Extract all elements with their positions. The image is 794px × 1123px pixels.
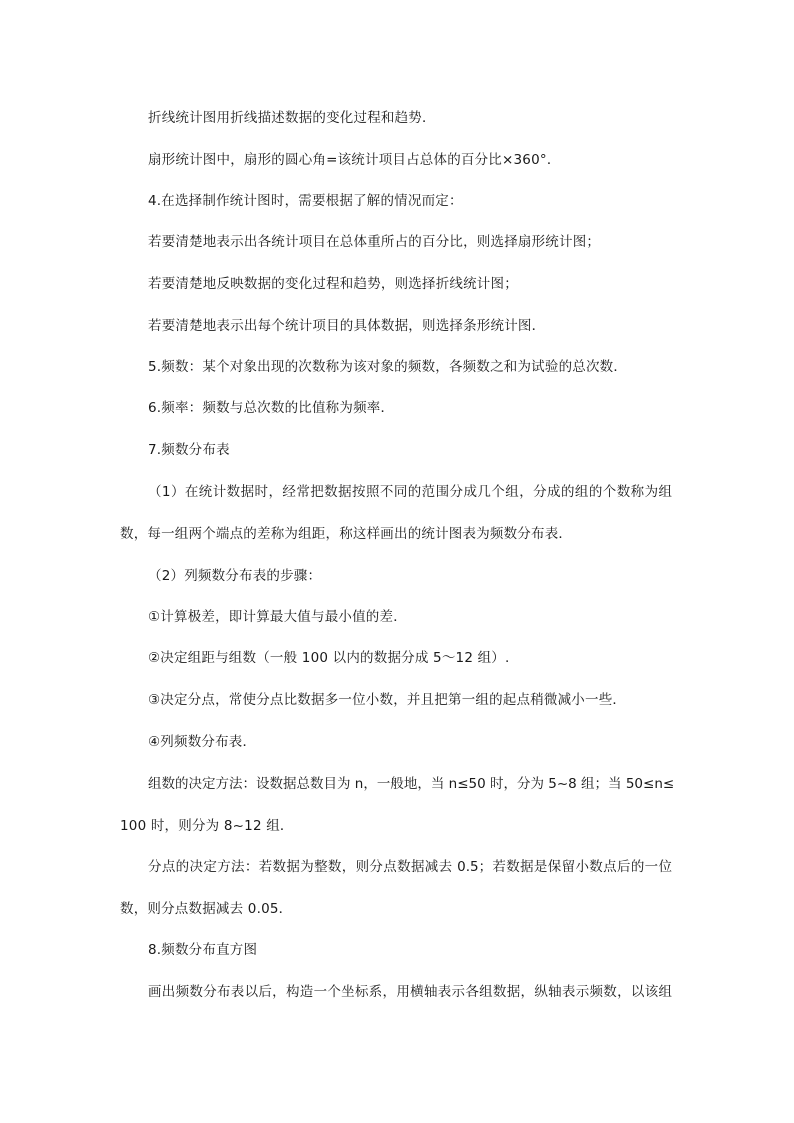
- group-count-method-line-2: 100 时，则分为 8~12 组．: [120, 818, 294, 834]
- split-point-method-line-1: 分点的决定方法：若数据为整数，则分点数据减去 0.5；若数据是保留小数点后的一位: [148, 859, 672, 875]
- section-7-heading: 7.频数分布表: [148, 442, 230, 458]
- line-choose-pie-chart: 若要清楚地表示出各统计项目在总体重所占的百分比，则选择扇形统计图；: [148, 234, 601, 250]
- step-1: ①计算极差，即计算最大值与最小值的差．: [148, 609, 407, 625]
- line-choose-bar-chart: 若要清楚地表示出每个统计项目的具体数据，则选择条形统计图．: [148, 318, 546, 334]
- group-count-method-line-1: 组数的决定方法：设数据总数目为 n，一般地，当 n≤50 时，分为 5~8 组；当 50≤n≤: [148, 776, 675, 792]
- step-2: ②决定组距与组数（一般 100 以内的数据分成 5～12 组）.: [148, 650, 510, 666]
- step-4: ④列频数分布表．: [148, 734, 257, 750]
- line-pie-chart-angle: 扇形统计图中，扇形的圆心角=该统计项目占总体的百分比×360°．: [148, 152, 561, 168]
- line-line-chart-description: 折线统计图用折线描述数据的变化过程和趋势．: [148, 110, 436, 126]
- section-4-heading: 4.在选择制作统计图时，需要根据了解的情况而定：: [148, 193, 463, 209]
- para-7-1-line-1: （1）在统计数据时，经常把数据按照不同的范围分成几个组，分成的组的个数称为组: [148, 484, 672, 500]
- section-5-frequency: 5.频数：某个对象出现的次数称为该对象的频数，各频数之和为试验的总次数．: [148, 359, 628, 375]
- histogram-description-line-1: 画出频数分布表以后，构造一个坐标系，用横轴表示各组数据，纵轴表示频数，以该组: [148, 984, 672, 1000]
- section-6-relative-frequency: 6.频率：频数与总次数的比值称为频率．: [148, 400, 395, 416]
- section-8-heading: 8.频数分布直方图: [148, 942, 258, 958]
- split-point-method-line-2: 数，则分点数据减去 0.05．: [120, 901, 293, 917]
- para-7-1-line-2: 数，每一组两个端点的差称为组距，称这样画出的统计图表为频数分布表．: [120, 526, 573, 542]
- line-choose-line-chart: 若要清楚地反映数据的变化过程和趋势，则选择折线统计图；: [148, 276, 518, 292]
- step-3: ③决定分点，常使分点比数据多一位小数，并且把第一组的起点稍微减小一些．: [148, 692, 627, 708]
- para-7-2-heading: （2）列频数分布表的步骤：: [148, 568, 322, 584]
